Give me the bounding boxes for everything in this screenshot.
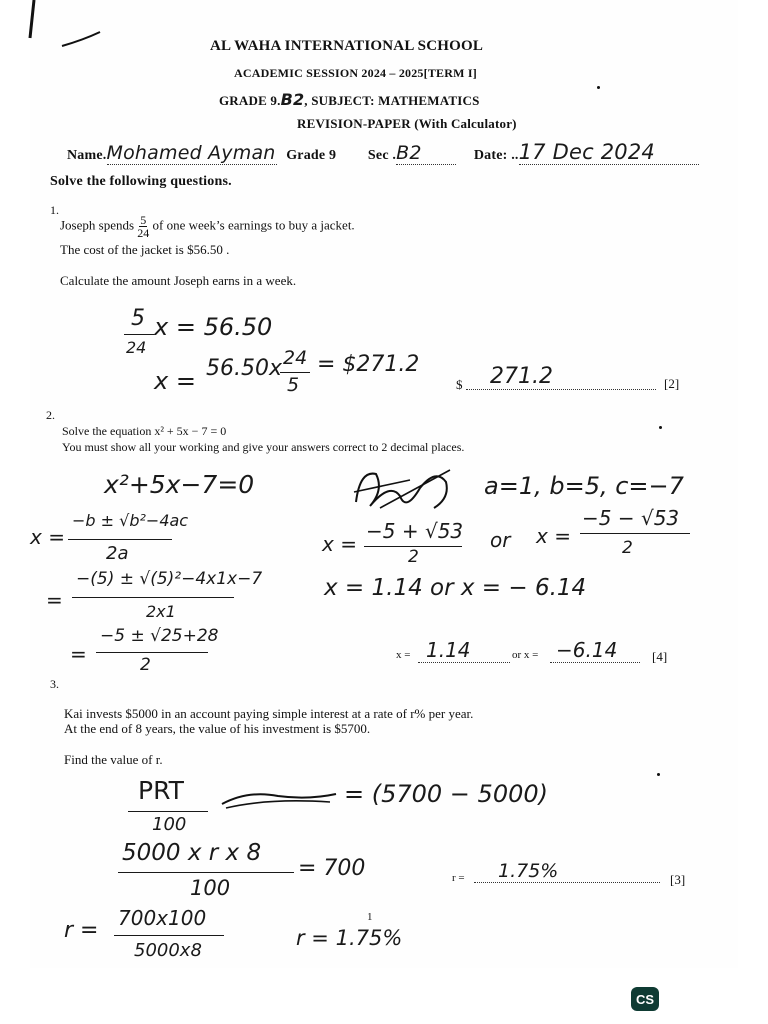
school-name: AL WAHA INTERNATIONAL SCHOOL [210,38,484,54]
name-value: Mohamed Ayman [106,142,276,164]
student-info-line [67,140,699,165]
date-value: 17 Dec 2024 [519,140,699,165]
q2-number: 2. [46,408,55,422]
q2-marks: [4] [652,649,668,664]
q1-work-line2-den: 5 [287,374,300,396]
q3-work-line2-bar [118,872,294,873]
q2-work-eqsign-2: = [70,642,87,666]
q1-text-a: Joseph spends [60,217,135,233]
q2-line2: You must show all your working and give your answers correct to 2 decimal places. [62,440,465,454]
sec-value: B2 [396,142,456,165]
date-label: Date: .. [473,148,519,163]
name-label: Name. [67,148,107,163]
q3-work-r-num: 700x100 [118,906,207,930]
q1-frac-den: 24 [137,226,150,240]
q3-answer: 1.75% [474,860,660,883]
sec-label: Sec . [367,148,397,163]
grade-subject-line [219,90,480,109]
q1-work-line2-num: 24 [283,347,308,369]
q2-work-coefficients: a=1, b=5, c=−7 [484,472,684,500]
q2-answer-x1-label: x = [396,649,411,661]
q1-line3: Calculate the amount Joseph earns in a week. [60,273,297,288]
q2-work-sub-bar [72,597,234,598]
q3-marks: [3] [670,872,686,887]
subject: , SUBJECT: MATHEMATICS [304,93,480,108]
q1-work-line2-lhs: x = [154,367,196,395]
q3-line3: Find the value of r. [64,752,163,767]
q3-work-prt-num: PRT [138,776,184,805]
q3-work-line2-rhs: = 700 [298,856,366,881]
q3-work-prt-rhs: = (5700 − 5000) [344,780,548,808]
stray-dot [597,86,600,89]
q1-marks: [2] [664,376,680,391]
q3-number: 3. [50,677,59,691]
q1-number: 1. [50,203,59,217]
q2-work-root1-den: 2 [408,547,419,567]
paper-type: REVISION-PAPER (With Calculator) [297,116,517,131]
q2-work-sub-num: −(5) ± √(5)²−4x1x−7 [76,569,263,589]
q2-work-decimals: x = 1.14 or x = − 6.14 [324,575,587,601]
q3-work-prt-den: 100 [152,814,187,835]
q3-line2: At the end of 8 years, the value of his investment is $5700. [64,721,371,736]
q2-work-root2-bar [580,533,690,534]
q2-crossed-out-scribble [350,462,462,516]
q2-work-root2-den: 2 [622,538,633,558]
q3-text: Kai invests $5000 in an account paying simple interest at a rate of r% per year. [64,706,474,721]
q1-work-frac-num: 5 [131,306,145,331]
q2-work-equation: x²+5x−7=0 [104,470,255,499]
q3-work-r-bar [114,935,224,936]
q2-work-formula-bar [68,539,172,540]
q1-work-frac-bar [124,334,154,335]
academic-session: ACADEMIC SESSION 2024 – 2025[TERM I] [234,66,477,80]
q2-work-formula-num: −b ± √b²−4ac [72,511,189,530]
q2-answer-x1: 1.14 [418,638,510,663]
q2-work-formula-den: 2a [106,543,129,564]
q1-text-b: of one week’s earnings to buy a jacket. [152,217,355,233]
q2-answer-or: or x = [512,649,539,661]
q3-answer-label: r = [452,872,465,884]
q2-work-or: or [490,528,511,552]
camscanner-badge: CS [631,987,659,1011]
q1-frac-num: 5 [140,213,147,227]
q3-work-line2-den: 100 [190,876,231,900]
q1-line2: The cost of the jacket is $56.50 . [60,242,230,257]
q1-work-line2-rest: = $271.2 [317,352,420,377]
q3-crossed-out-scribble [218,786,340,812]
q2-work-root2-num: −5 − √53 [582,506,680,530]
q1-work-line2-mid: 56.50x [206,356,283,381]
q2-work-root1-num: −5 + √53 [366,519,464,543]
q2-work-simp-num: −5 ± √25+28 [100,626,219,646]
q1-text [60,214,355,239]
page-number: 1 [367,911,373,923]
q3-work-prt-bar [128,811,208,812]
q1-work-line1: x = 56.50 [154,313,273,341]
q1-work-line2-bar [280,372,310,373]
stray-dot [659,426,662,429]
pen-stroke [28,0,118,60]
grade-handwritten: B2 [280,90,305,109]
grade-label: Grade 9 [286,148,337,163]
q2-work-root2-lhs: x = [536,524,571,548]
stray-dot [657,773,660,776]
grade-prefix: GRADE 9. [219,93,281,108]
q3-work-line2-num: 5000 x r x 8 [122,840,262,866]
q3-work-r-den: 5000x8 [134,940,202,961]
q2-work-eqsign-1: = [46,588,63,612]
q2-work-sub-den: 2x1 [146,602,176,621]
q3-work-r-lhs: r = [64,918,99,943]
instructions: Solve the following questions. [50,174,232,189]
q2-text: Solve the equation x² + 5x − 7 = 0 [62,424,227,438]
q3-work-r-result: r = 1.75% [296,926,403,950]
q2-work-simp-den: 2 [140,655,151,675]
q1-answer: 271.2 [466,364,656,390]
q2-work-formula-lhs: x = [30,525,65,549]
q1-fraction [137,214,149,239]
q1-work-frac-den: 24 [126,338,147,357]
q2-answer-x2: −6.14 [550,638,640,663]
q1-answer-prefix: $ [456,377,463,392]
q2-work-root1-lhs: x = [322,532,357,556]
q2-work-simp-bar [96,652,208,653]
